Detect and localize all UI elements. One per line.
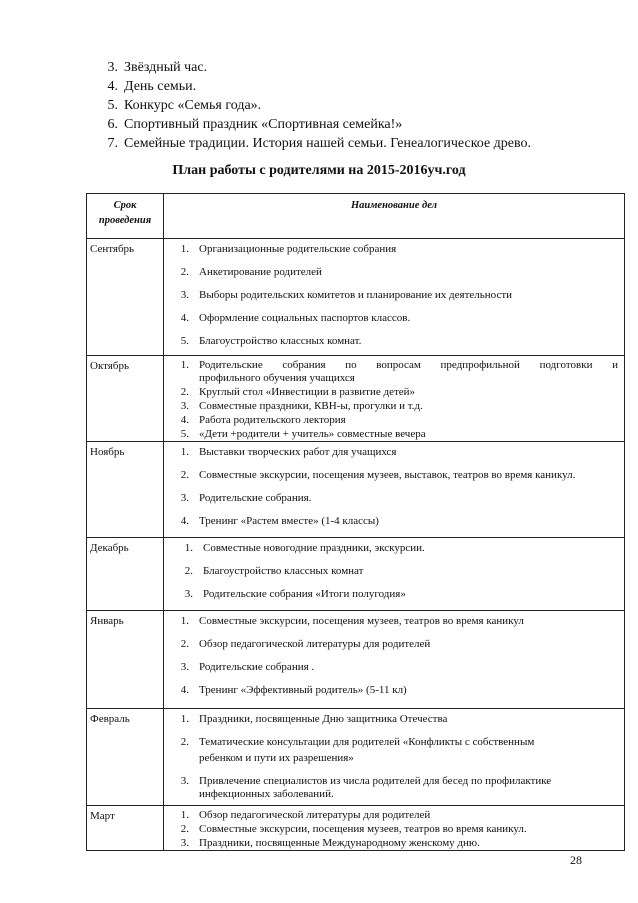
month-cell: Февраль (87, 709, 164, 806)
list-item: 6. Спортивный праздник «Спортивная семейка!» (107, 117, 403, 132)
list-item: 1. Родительские собрания по вопросам предпрофильной подготовки и профильного обучения учащихся (180, 359, 618, 384)
list-item: 2. Совместные экскурсии, посещения музеев, выставок, театров во время каникул. (180, 469, 576, 481)
table-row (87, 442, 625, 538)
list-item: 4. Работа родительского лектория (180, 414, 346, 426)
list-item: 2. Тематические консультации для родителей «Конфликты с собственным ребенком и пути их разрешения» (180, 736, 535, 764)
list-item: 1. Совместные новогодние праздники, экскурсии. (184, 542, 425, 554)
list-item: 4. Тренинг «Эффективный родитель» (5-11 кл) (180, 684, 407, 696)
month-cell: Ноябрь (87, 442, 164, 538)
parents-plan-table (86, 193, 625, 851)
month-cell: Март (87, 806, 164, 851)
list-item: 2. Обзор педагогической литературы для родителей (180, 638, 431, 650)
month-cell: Октябрь (87, 356, 164, 442)
activities-cell (164, 356, 625, 442)
list-item: 1. Выставки творческих работ для учащихся (180, 446, 397, 458)
table-row (87, 356, 625, 442)
activities-cell (164, 709, 625, 806)
list-item: 5. Благоустройство классных комнат. (180, 335, 362, 347)
activities-cell (164, 538, 625, 611)
table-header-row (87, 194, 625, 239)
list-item: 2. Анкетирование родителей (180, 266, 322, 278)
list-item: 4. Оформление социальных паспортов классов. (180, 312, 411, 324)
list-item: 1. Организационные родительские собрания (180, 243, 397, 255)
list-item: 3. Выборы родительских комитетов и планирование их деятельности (180, 289, 513, 301)
page-number: 28 (570, 853, 582, 867)
list-item: 4. Тренинг «Растем вместе» (1-4 классы) (180, 515, 379, 527)
list-item: 7. Семейные традиции. История нашей семьи. Генеалогическое древо. (107, 136, 532, 151)
table-row (87, 239, 625, 356)
activities-cell (164, 239, 625, 356)
list-item: 3. Привлечение специалистов из числа родителей для бесед по профилактике инфекционных заболеваний. (180, 775, 552, 800)
intro-list (92, 58, 531, 153)
month-cell: Декабрь (87, 538, 164, 611)
list-item: 3. Родительские собрания. (180, 492, 312, 504)
list-item: 5. Конкурс «Семья года». (107, 98, 262, 113)
list-item: 3. Звёздный час. (107, 60, 208, 75)
header-activities: Наименование дел (164, 194, 625, 239)
list-item: 5. «Дети +родители + учитель» совместные вечера (180, 428, 426, 440)
activities-cell (164, 611, 625, 709)
list-item: 3. Совместные праздники, КВН-ы, прогулки и т.д. (180, 400, 423, 412)
table-row (87, 709, 625, 806)
list-item: 2. Благоустройство классных комнат (184, 565, 364, 577)
activities-cell (164, 806, 625, 851)
list-item: 3. Родительские собрания . (180, 661, 315, 673)
month-cell: Сентябрь (87, 239, 164, 356)
list-item: 4. День семьи. (107, 79, 197, 94)
activities-cell (164, 442, 625, 538)
list-item: 3. Праздники, посвященные Международному женскому дню. (180, 837, 480, 849)
list-item: 2. Круглый стол «Инвестиции в развитие детей» (180, 386, 416, 398)
list-item: 2. Совместные экскурсии, посещения музеев, театров во время каникул. (180, 823, 527, 835)
header-period: Срок проведения (87, 194, 164, 239)
list-item: 1. Праздники, посвященные Дню защитника Отечества (180, 713, 448, 725)
list-item: 1. Обзор педагогической литературы для родителей (180, 809, 431, 821)
table-row (87, 611, 625, 709)
table-row (87, 538, 625, 611)
list-item: 1. Совместные экскурсии, посещения музеев, театров во время каникул (180, 615, 524, 627)
list-item: 3. Родительские собрания «Итоги полугодия» (184, 588, 406, 600)
page-title: План работы с родителями на 2015-2016уч.год (172, 163, 466, 178)
month-cell: Январь (87, 611, 164, 709)
table-row (87, 806, 625, 851)
